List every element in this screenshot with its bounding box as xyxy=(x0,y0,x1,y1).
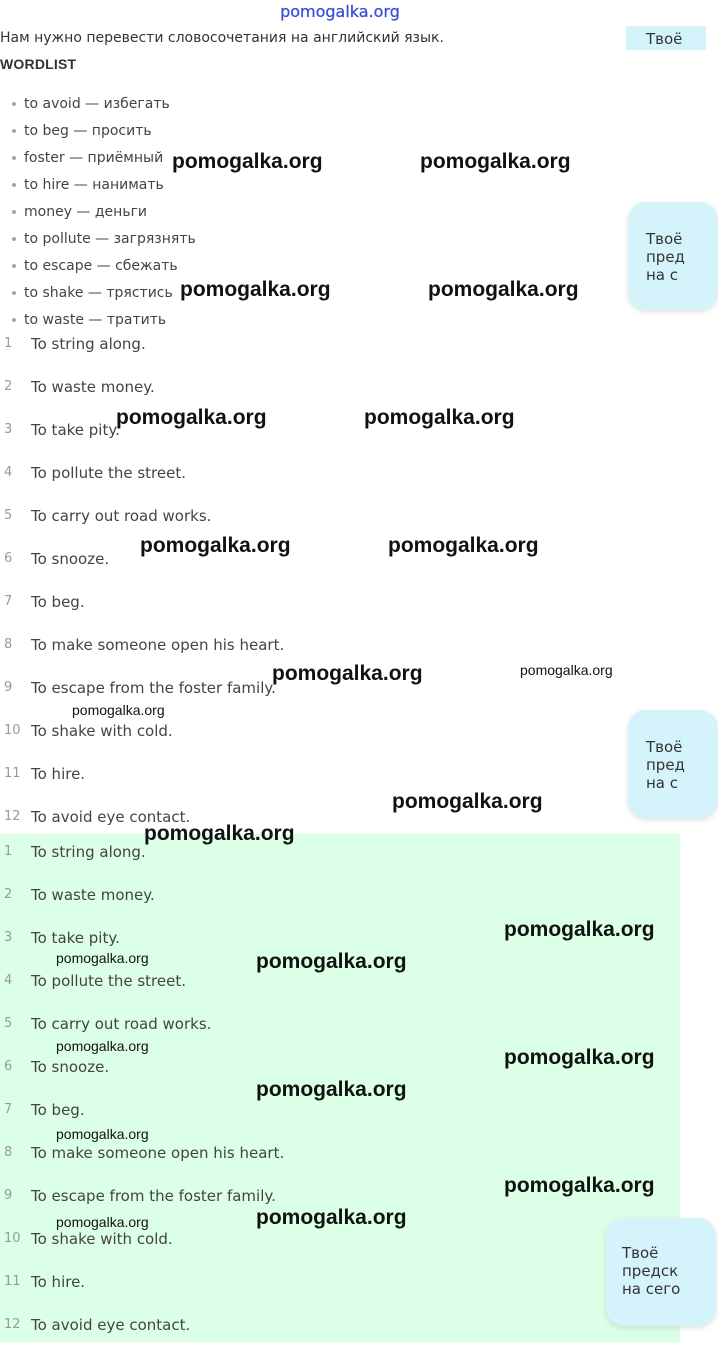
watermark: pomogalka.org xyxy=(504,1046,655,1069)
phrase-text: To string along. xyxy=(31,334,146,353)
phrase-number: 4 xyxy=(4,973,13,988)
side-banner[interactable] xyxy=(628,710,718,818)
phrase-text: To avoid eye contact. xyxy=(31,1315,191,1334)
phrase-text: To avoid eye contact. xyxy=(31,807,191,826)
wordlist-item xyxy=(12,279,196,306)
phrase-text: To beg. xyxy=(31,1100,85,1119)
phrase-text: To carry out road works. xyxy=(31,1014,212,1033)
answer-item xyxy=(0,916,680,959)
phrase-text: To pollute the street. xyxy=(31,463,187,482)
banner-text: Твоё xyxy=(646,230,683,248)
answer-phrase-list xyxy=(0,830,680,1346)
phrase-number: 6 xyxy=(4,1059,13,1074)
watermark: pomogalka.org xyxy=(504,918,655,941)
answer-item xyxy=(0,1002,680,1045)
banner-text: на с xyxy=(646,266,679,284)
watermark: pomogalka.org xyxy=(392,790,543,813)
watermark: pomogalka.org xyxy=(272,662,423,685)
phrase-text: To shake with cold. xyxy=(31,721,173,740)
phrase-text: To waste money. xyxy=(31,885,155,904)
answer-item xyxy=(0,1303,680,1346)
phrase-item xyxy=(0,623,680,666)
phrase-text: To beg. xyxy=(31,592,85,611)
task-phrase-list xyxy=(0,322,680,838)
phrase-item xyxy=(0,752,680,795)
side-banner-top[interactable] xyxy=(626,26,706,50)
banner-text: Твоё xyxy=(646,738,683,756)
wordlist-item xyxy=(12,117,196,144)
watermark: pomogalka.org xyxy=(180,278,331,301)
answer-item xyxy=(0,1174,680,1217)
watermark: pomogalka.org xyxy=(172,150,323,173)
phrase-number: 8 xyxy=(4,1145,13,1160)
phrase-text: To hire. xyxy=(31,764,86,783)
phrase-number: 8 xyxy=(4,637,13,652)
phrase-text: To make someone open his heart. xyxy=(31,635,285,654)
phrase-number: 3 xyxy=(4,930,13,945)
phrase-text: To carry out road works. xyxy=(31,506,212,525)
watermark: pomogalka.org xyxy=(364,406,515,429)
wordlist-item-text: to shake — трястись xyxy=(24,284,173,301)
phrase-number: 11 xyxy=(4,1274,21,1289)
phrase-number: 6 xyxy=(4,551,13,566)
answer-item xyxy=(0,1045,680,1088)
phrase-item xyxy=(0,365,680,408)
watermark: pomogalka.org xyxy=(428,278,579,301)
wordlist-item xyxy=(12,144,196,171)
phrase-text: To snooze. xyxy=(31,1057,110,1076)
phrase-item xyxy=(0,709,680,752)
watermark: pomogalka.org xyxy=(144,822,295,845)
wordlist xyxy=(12,90,196,333)
wordlist-item-text: to pollute — загрязнять xyxy=(24,230,196,247)
phrase-item xyxy=(0,408,680,451)
phrase-text: To snooze. xyxy=(31,549,110,568)
watermark: pomogalka.org xyxy=(256,950,407,973)
phrase-text: To shake with cold. xyxy=(31,1229,173,1248)
watermark: pomogalka.org xyxy=(256,1078,407,1101)
bullet-icon xyxy=(12,183,16,187)
answer-item xyxy=(0,1088,680,1131)
phrase-number: 2 xyxy=(4,887,13,902)
watermark: pomogalka.org xyxy=(72,702,165,718)
watermark: pomogalka.org xyxy=(116,406,267,429)
answer-item xyxy=(0,1131,680,1174)
phrase-item xyxy=(0,451,680,494)
answer-item xyxy=(0,1217,680,1260)
phrase-text: To make someone open his heart. xyxy=(31,1143,285,1162)
phrase-number: 7 xyxy=(4,1102,13,1117)
phrase-text: To hire. xyxy=(31,1272,86,1291)
watermark: pomogalka.org xyxy=(388,534,539,557)
phrase-number: 12 xyxy=(4,1317,21,1332)
watermark: pomogalka.org xyxy=(56,950,149,966)
wordlist-item-text: to waste — тратить xyxy=(24,311,167,328)
bullet-icon xyxy=(12,156,16,160)
answer-item xyxy=(0,959,680,1002)
phrase-text: To string along. xyxy=(31,842,146,861)
banner-text: на сего xyxy=(622,1280,681,1298)
phrase-number: 10 xyxy=(4,1231,21,1246)
phrase-number: 3 xyxy=(4,422,13,437)
phrase-number: 1 xyxy=(4,844,13,859)
phrase-number: 2 xyxy=(4,379,13,394)
bullet-icon xyxy=(12,129,16,133)
phrase-item xyxy=(0,322,680,365)
phrase-number: 5 xyxy=(4,1016,13,1031)
phrase-text: To waste money. xyxy=(31,377,155,396)
wordlist-title: WORDLIST xyxy=(0,56,77,72)
watermark: pomogalka.org xyxy=(56,1126,149,1142)
banner-text: Твоё xyxy=(622,1244,659,1262)
phrase-item xyxy=(0,537,680,580)
banner-text: пред xyxy=(646,756,685,774)
phrase-item xyxy=(0,494,680,537)
phrase-text: To take pity. xyxy=(31,928,120,947)
bullet-icon xyxy=(12,102,16,106)
bullet-icon xyxy=(12,264,16,268)
phrase-number: 12 xyxy=(4,809,21,824)
wordlist-item xyxy=(12,171,196,198)
answer-item xyxy=(0,873,680,916)
watermark: pomogalka.org xyxy=(420,150,571,173)
answer-item xyxy=(0,1260,680,1303)
watermark: pomogalka.org xyxy=(504,1174,655,1197)
site-logo[interactable]: pomogalka.org xyxy=(280,2,400,21)
phrase-number: 9 xyxy=(4,680,13,695)
side-banner[interactable] xyxy=(628,202,718,310)
wordlist-item-text: money — деньги xyxy=(24,203,148,220)
wordlist-item-text: to hire — нанимать xyxy=(24,176,164,193)
banner-text: пред xyxy=(646,248,685,266)
side-banner-bottom[interactable] xyxy=(606,1218,716,1326)
wordlist-item-text: to escape — сбежать xyxy=(24,257,178,274)
banner-text: на с xyxy=(646,774,679,792)
watermark: pomogalka.org xyxy=(56,1214,149,1230)
bullet-icon xyxy=(12,318,16,322)
phrase-number: 5 xyxy=(4,508,13,523)
wordlist-item xyxy=(12,225,196,252)
wordlist-item xyxy=(12,252,196,279)
watermark: pomogalka.org xyxy=(56,1038,149,1054)
wordlist-item xyxy=(12,198,196,225)
wordlist-item-text: foster — приёмный xyxy=(24,149,164,166)
banner-text: предск xyxy=(622,1262,679,1280)
phrase-text: To pollute the street. xyxy=(31,971,187,990)
phrase-number: 7 xyxy=(4,594,13,609)
watermark: pomogalka.org xyxy=(520,662,613,678)
phrase-number: 1 xyxy=(4,336,13,351)
phrase-item xyxy=(0,580,680,623)
phrase-number: 9 xyxy=(4,1188,13,1203)
phrase-number: 4 xyxy=(4,465,13,480)
banner-text: Твоё xyxy=(646,30,683,48)
bullet-icon xyxy=(12,237,16,241)
phrase-number: 11 xyxy=(4,766,21,781)
phrase-text: To take pity. xyxy=(31,420,120,439)
bullet-icon xyxy=(12,210,16,214)
wordlist-item xyxy=(12,90,196,117)
answer-item xyxy=(0,830,680,873)
wordlist-item-text: to beg — просить xyxy=(24,122,152,139)
phrase-text: To escape from the foster family. xyxy=(31,678,276,697)
bullet-icon xyxy=(12,291,16,295)
wordlist-item-text: to avoid — избегать xyxy=(24,95,170,112)
watermark: pomogalka.org xyxy=(140,534,291,557)
phrase-item xyxy=(0,666,680,709)
phrase-number: 10 xyxy=(4,723,21,738)
watermark: pomogalka.org xyxy=(256,1206,407,1229)
task-intro-text: Нам нужно перевести словосочетания на английский язык. xyxy=(0,30,444,46)
phrase-text: To escape from the foster family. xyxy=(31,1186,276,1205)
